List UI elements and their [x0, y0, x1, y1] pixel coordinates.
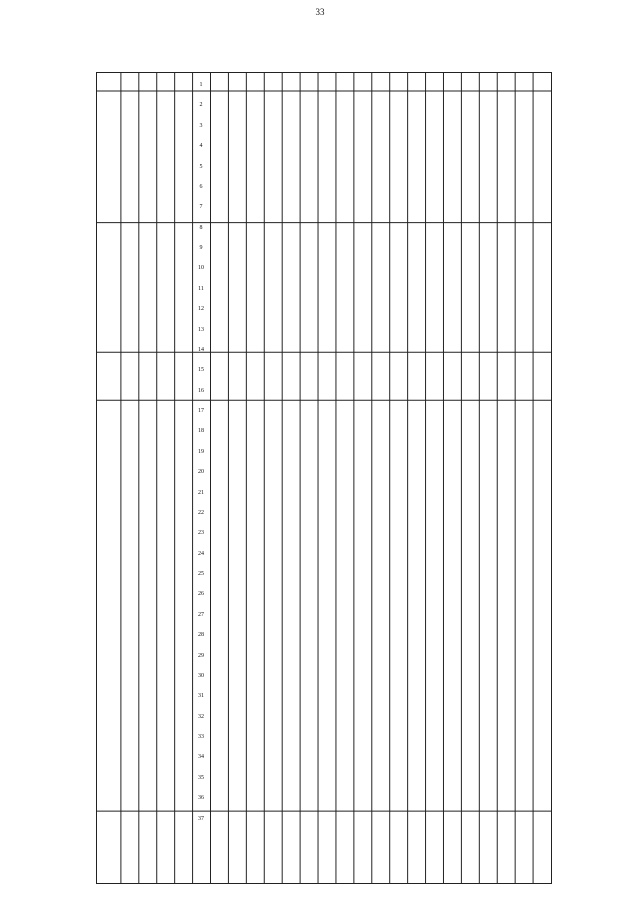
column-number-26: 26	[198, 591, 204, 598]
column-number-4: 4	[199, 143, 203, 150]
column-number-27: 27	[198, 611, 204, 618]
column-number-37: 37	[198, 815, 204, 822]
column-number-28: 28	[198, 632, 204, 639]
column-number-34: 34	[198, 754, 204, 761]
column-number-1: 1	[199, 82, 203, 88]
column-number-24: 24	[198, 550, 204, 557]
column-number-36: 36	[198, 795, 204, 802]
column-number-11: 11	[198, 285, 204, 292]
column-number-13: 13	[198, 326, 204, 333]
column-number-22: 22	[198, 509, 204, 516]
column-number-10: 10	[198, 265, 204, 272]
column-number-14: 14	[198, 346, 204, 353]
column-number-25: 25	[198, 571, 204, 577]
column-number-19: 19	[198, 448, 204, 455]
column-number-8: 8	[199, 224, 203, 231]
column-number-3: 3	[199, 122, 203, 129]
column-number-29: 29	[198, 652, 204, 659]
table-grid	[97, 73, 551, 883]
budget-table	[96, 72, 552, 884]
column-number-17: 17	[198, 408, 204, 414]
column-number-18: 18	[198, 428, 204, 435]
column-number-33: 33	[198, 734, 204, 740]
column-number-strip	[196, 82, 206, 822]
column-number-15: 15	[198, 367, 204, 374]
column-number-31: 31	[198, 693, 204, 700]
column-number-16: 16	[198, 387, 204, 394]
column-number-23: 23	[198, 530, 204, 537]
column-number-2: 2	[199, 102, 203, 109]
column-number-6: 6	[199, 183, 203, 190]
page-number: 33	[315, 7, 325, 17]
column-number-20: 20	[198, 469, 204, 476]
column-number-9: 9	[199, 245, 203, 251]
column-number-32: 32	[198, 713, 204, 720]
column-number-7: 7	[199, 204, 203, 211]
column-number-30: 30	[198, 672, 204, 679]
column-number-35: 35	[198, 774, 204, 781]
column-number-5: 5	[199, 163, 203, 170]
column-number-12: 12	[198, 306, 204, 313]
column-number-21: 21	[198, 489, 204, 496]
